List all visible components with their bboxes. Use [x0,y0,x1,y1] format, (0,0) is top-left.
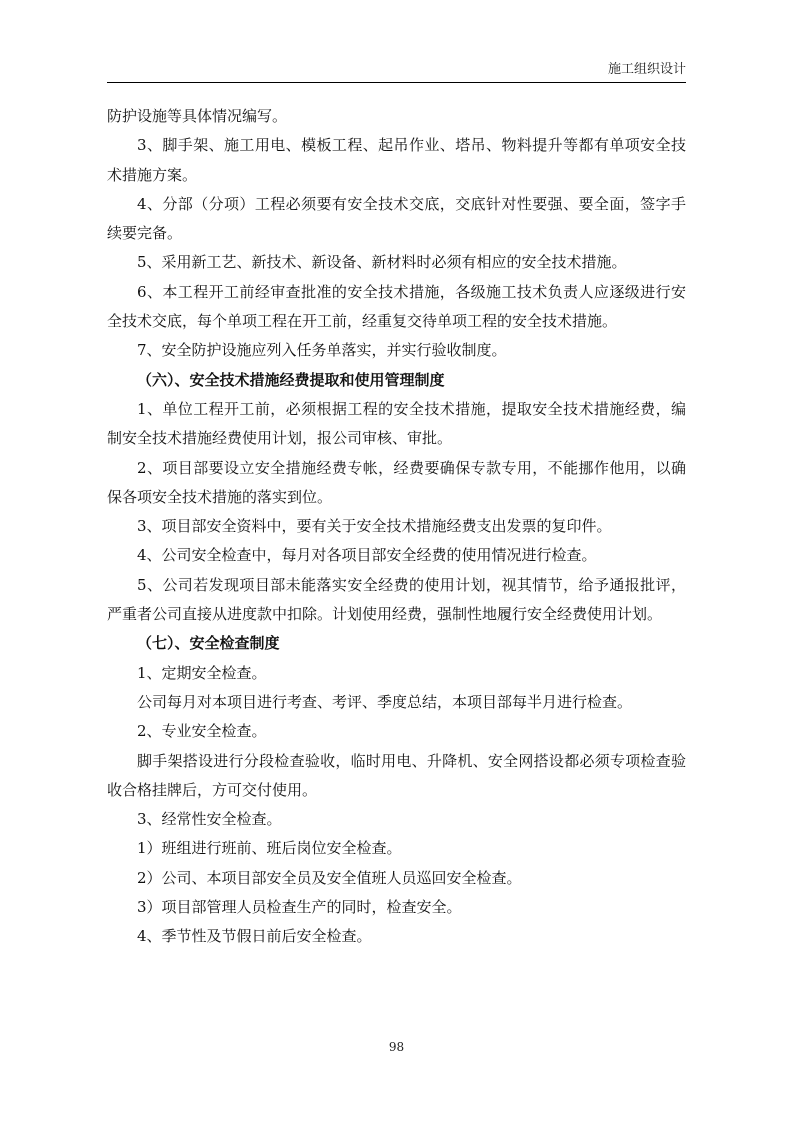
paragraph: 6、本工程开工前经审查批准的安全技术措施，各级施工技术负责人应逐级进行安全技术交底，每个单项工程在开工前，经重复交待单项工程的安全技术措施。 [107,282,686,331]
paragraph: 3）项目部管理人员检查生产的同时，检查安全。 [137,898,462,917]
paragraph: 1）班组进行班前、班后岗位安全检查。 [137,839,402,858]
paragraph: 2）公司、本项目部安全员及安全值班人员巡回安全检查。 [137,868,522,887]
paragraph: 3、经常性安全检查。 [137,810,282,829]
paragraph: 防护设施等具体情况编写。 [107,107,288,125]
paragraph: 4、公司安全检查中，每月对各项目部安全经费的使用情况进行检查。 [137,546,597,565]
page-number: 98 [388,1040,405,1054]
paragraph: 1、定期安全检查。 [137,663,267,682]
paragraph: 脚手架搭设进行分段检查验收，临时用电、升降机、安全网搭设都必须专项检查验收合格挂牌后，方可交付使用。 [107,751,686,799]
page-header: 施工组织设计 [607,62,686,77]
paragraph: 4、季节性及节假日前后安全检查。 [137,927,372,946]
paragraph: 2、专业安全检查。 [137,722,267,741]
paragraph: 公司每月对本项目进行考查、考评、季度总结，本项目部每半月进行检查。 [137,692,633,711]
paragraph: 5、公司若发现项目部未能落实安全经费的使用计划，视其情节，给予通报批评，严重者公司直接从进度款中扣除。计划使用经费，强制性地履行安全经费使用计划。 [107,575,686,624]
header-rule [107,82,686,83]
section-heading: （七）、安全检查制度 [137,634,280,653]
section-heading: （六）、安全技术措施经费提取和使用管理制度 [137,370,445,389]
paragraph: 7、安全防护设施应列入任务单落实，并实行验收制度。 [137,341,507,360]
paragraph: 2、项目部要设立安全措施经费专帐，经费要确保专款专用，不能挪作他用，以确保各项安全技术措施的落实到位。 [107,458,686,506]
paragraph: 3、项目部安全资料中，要有关于安全技术措施经费支出发票的复印件。 [137,517,612,536]
paragraph: 1、单位工程开工前，必须根据工程的安全技术措施，提取安全技术措施经费，编制安全技术措施经费使用计划，报公司审核、审批。 [107,399,686,448]
paragraph: 3、脚手架、施工用电、模板工程、起吊作业、塔吊、物料提升等都有单项安全技术措施方案。 [107,136,686,184]
document-body [107,102,686,952]
paragraph: 5、采用新工艺、新技术、新设备、新材料时必须有相应的安全技术措施。 [137,253,627,272]
paragraph: 4、分部（分项）工程必须要有安全技术交底，交底针对性要强、要全面，签字手续要完备。 [107,194,686,243]
